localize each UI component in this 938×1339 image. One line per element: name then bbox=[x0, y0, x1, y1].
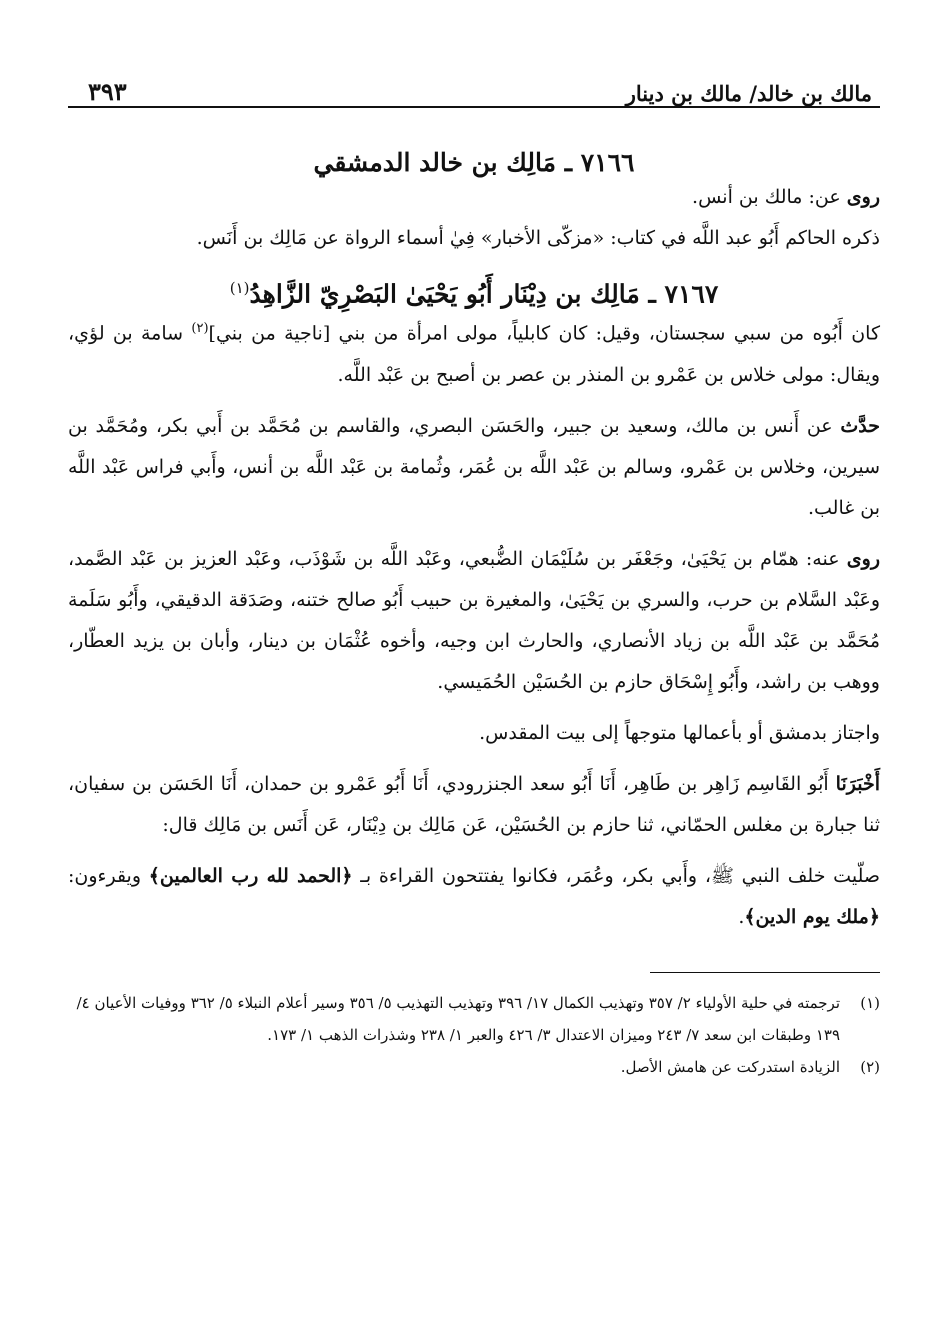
hadith-text-mid: ويقرءون: bbox=[68, 864, 149, 887]
footnote-ref-2: (٢) bbox=[191, 321, 209, 337]
akhbarana-label: أَخْبَرَنَا bbox=[835, 772, 880, 795]
entry-7167-lineage bbox=[68, 308, 880, 395]
entry-7167-teachers bbox=[68, 406, 880, 529]
entry-7167-students bbox=[68, 539, 880, 703]
entry-heading-text: ٧١٦٧ ـ مَالِك بن دِيْنَار أَبُو يَحْيَىٰ البَصْرِيّ الزَّاهِدُ bbox=[249, 279, 719, 309]
footnote bbox=[68, 987, 880, 1051]
footnote-text: الزيادة استدركت عن هامش الأصل. bbox=[620, 1057, 840, 1076]
entry-heading-7166: ٧١٦٦ ـ مَالِك بن خالد الدمشقي bbox=[313, 148, 635, 177]
entry-7167-travel: واجتاز بدمشق أو بأعمالها متوجهاً إلى بيت المقدس. bbox=[479, 721, 880, 744]
rawa-label-2: روى bbox=[846, 547, 880, 570]
rawa-text-2: عنه: همّام بن يَحْيَىٰ، وجَعْفَر بن سُلَيْمَان الضُّبعي، وعَبْد اللَّه بن شَوْذَب، وعَبْد العزيز بن عَبْد الصَّمد، وعَبْد السَّلام بن حرب، والسري بن يَحْيَىٰ، والمغيرة بن حبيب أَبُو صالح ختنه، وصَدَقة الدقيقي، وأَبُو سَلَمة مُحَمَّد بن عَبْد اللَّه بن زياد الأنصاري، والحارث ابن وجيه، وأخوه عُثْمَان بن دينار، وأبان بن يزيد العطّار، ووهب بن راشد، وأَبُو إِسْحَاق حازم بن الحُسَيْن الحُمَيسي. bbox=[68, 547, 880, 693]
entry-heading-7167 bbox=[68, 279, 880, 308]
footnote-text: ترجمته في حلية الأولياء ٢/ ٣٥٧ وتهذيب الكمال ١٧/ ٣٩٦ وتهذيب التهذيب ٥/ ٣٥٦ وسير أعلام النبلاء ٥/ ٣٦٢ ووفيات الأعيان ٤/ ١٣٩ وطبقات ابن سعد ٧/ ٢٤٣ وميزان الاعتدال ٣/ ٤٢٦ والعبر ١/ ٢٣٨ وشذرات الذهب ١/ ١٧٣. bbox=[76, 993, 840, 1044]
book-page bbox=[68, 60, 880, 1083]
footnote-number: (١) bbox=[860, 993, 880, 1012]
entry-7166-narration bbox=[68, 177, 880, 218]
hadath-label: حدَّث bbox=[840, 414, 880, 437]
footnote-divider bbox=[650, 972, 880, 973]
quran-quote-1: ﴿الحمد لله رب العالمين﴾ bbox=[148, 864, 353, 887]
page-header bbox=[68, 60, 880, 108]
footnote-number: (٢) bbox=[860, 1057, 880, 1076]
akhbarana-text: أَبُو القَاسِم زَاهِر بن طَاهِر، أَنَا أَبُو سعد الجنزرودي، أَنَا أَبُو عَمْرو بن حمدان، أَنَا الحَسَن بن سفيان، ثنا جبارة بن مغلس الحمّاني، ثنا حازم بن الحُسَيْن، عَن مَالِك بن دِيْنَار، عَن أَنَس بن مَالِك قال: bbox=[68, 772, 880, 836]
entry-7167-isnad bbox=[68, 764, 880, 846]
hadith-text: صلّيت خلف النبي ﷺ، وأَبي بكر، وعُمَر، فكانوا يفتتحون القراءة بـ bbox=[352, 864, 880, 887]
footnotes bbox=[68, 987, 880, 1083]
footnote bbox=[68, 1051, 880, 1083]
lineage-text: كان أَبُوه من سبي سجستان، وقيل: كان كابلياً، مولى امرأة من بني [ناجية من بني] bbox=[208, 322, 880, 345]
hadith-text-end: . bbox=[738, 905, 745, 928]
quran-quote-2: ﴿ملك يوم الدين﴾ bbox=[744, 905, 880, 928]
rawa-label: روى bbox=[846, 186, 880, 208]
hadath-text: عن أَنس بن مالك، وسعيد بن جبير، والحَسَن البصري، والقاسم بن مُحَمَّد بن أَبي بكر، ومُحَمَّد بن سيرين، وخلاس بن عَمْرو، وسالم بن عَبْد اللَّه بن عُمَر، وثُمامة بن عَبْد اللَّه بن أنس، وأَبي فراس عَبْد اللَّه بن غالب. bbox=[68, 414, 880, 519]
lineage-text-cont: سامة بن لؤي، ويقال: مولى خلاس بن عَمْرو بن المنذر بن عصر بن أصبح بن عَبْد اللَّه. bbox=[68, 322, 880, 386]
heading-footnote-ref: (١) bbox=[229, 279, 250, 297]
page-number: ٣٩٣ bbox=[88, 77, 127, 106]
entry-7167-hadith bbox=[68, 856, 880, 938]
running-title: مالك بن خالد/ مالك بن دينار bbox=[625, 81, 872, 106]
rawa-text: عن: مالك بن أنس. bbox=[692, 186, 847, 208]
entry-7166-mention: ذكره الحاكم أَبُو عبد اللَّه في كتاب: «مزكّى الأخبار» فِيٰ أسماء الرواة عن مَالِك بن أَنَس. bbox=[196, 227, 880, 249]
